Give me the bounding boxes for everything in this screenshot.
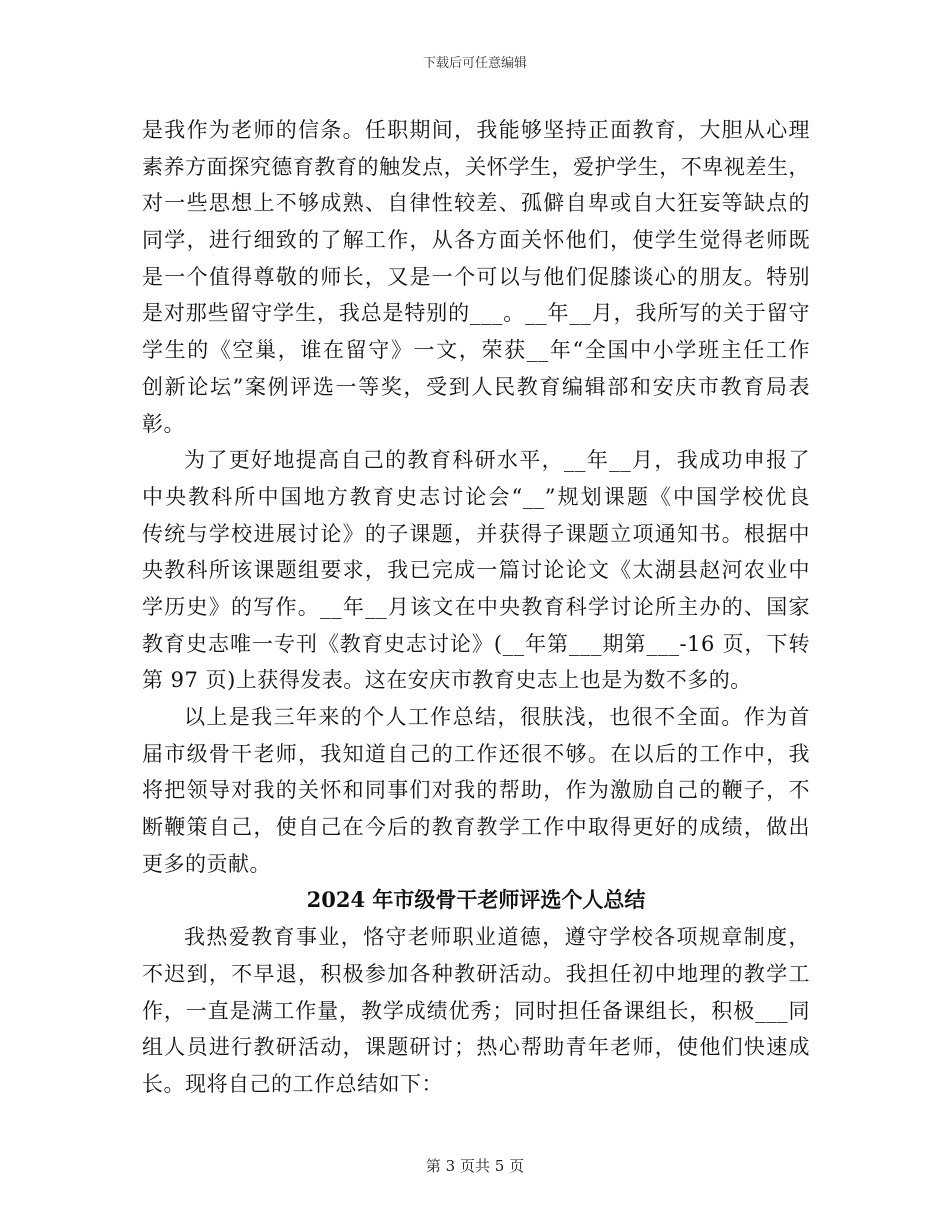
text-line: 传统与学校进展讨论》的子课题，并获得子课题立项通知书。根据中 [142, 521, 810, 546]
text-line: 中央教科所中国地方教育史志讨论会“__”规划课题《中国学校优良 [142, 484, 810, 509]
text-line: 素养方面探究德育教育的触发点，关怀学生，爱护学生，不卑视差生， [142, 154, 810, 179]
text-line: 教育史志唯一专刊《教育史志讨论》(__年第___期第___-16 页，下转 [142, 631, 810, 656]
text-line: 是对那些留守学生，我总是特别的___。__年__月，我所写的关于留守 [142, 301, 810, 326]
paragraph-2 [142, 442, 810, 699]
text-line: 是一个值得尊敬的师长，又是一个可以与他们促膝谈心的朋友。特别 [142, 264, 810, 289]
page-header: 下载后可任意编辑 [422, 56, 527, 71]
text-line: 学历史》的写作。__年__月该文在中央教育科学讨论所主办的、国家 [142, 594, 810, 619]
text-line: 断鞭策自己，使自己在今后的教育教学工作中取得更好的成绩，做出 [142, 815, 810, 840]
text-line: 为了更好地提高自己的教育科研水平，__年__月，我成功申报了 [184, 448, 810, 473]
text-line: 更多的贡献。 [142, 851, 271, 876]
text-line: 学生的《空巢，谁在留守》一文，荣获__年“全国中小学班主任工作 [142, 338, 810, 363]
text-line: 以上是我三年来的个人工作总结，很肤浅，也很不全面。作为首 [184, 705, 810, 729]
text-line: 将把领导对我的关怀和同事们对我的帮助，作为激励自己的鞭子，不 [142, 778, 810, 803]
text-line: 是我作为老师的信条。任职期间，我能够坚持正面教育，大胆从心理 [142, 118, 810, 142]
text-line: 作，一直是满工作量，教学成绩优秀；同时担任备课组长，积极___同 [142, 998, 810, 1023]
text-line: 长。现将自己的工作总结如下： [142, 1071, 443, 1096]
text-line: 我热爱教育事业，恪守老师职业道德，遵守学校各项规章制度， [184, 925, 810, 950]
page-number: 第 3 页共 5 页 [425, 1157, 525, 1175]
text-line: 央教科所该课题组要求，我已完成一篇讨论论文《太湖县赵河农业中 [142, 558, 810, 583]
paragraph-4 [142, 919, 810, 1102]
text-line: 同学，进行细致的了解工作，从各方面关怀他们，使学生觉得老师既 [142, 228, 810, 253]
text-line: 不迟到，不早退，积极参加各种教研活动。我担任初中地理的教学工 [142, 961, 810, 986]
text-line: 第 97 页)上获得发表。这在安庆市教育史志上也是为数不多的。 [142, 668, 752, 693]
text-line: 彰。 [142, 411, 185, 436]
text-line: 届市级骨干老师，我知道自己的工作还很不够。在以后的工作中，我 [142, 741, 810, 766]
paragraph-1 [142, 112, 810, 442]
section-title: 2024 年市级骨干老师评选个人总结 [306, 887, 646, 913]
document-body [142, 112, 810, 1103]
text-line: 组人员进行教研活动，课题研讨；热心帮助青年老师，使他们快速成 [142, 1035, 810, 1060]
paragraph-3 [142, 699, 810, 882]
text-line: 创新论坛”案例评选一等奖，受到人民教育编辑部和安庆市教育局表 [142, 374, 810, 399]
text-line: 对一些思想上不够成熟、自律性较差、孤僻自卑或自大狂妄等缺点的 [142, 191, 810, 216]
